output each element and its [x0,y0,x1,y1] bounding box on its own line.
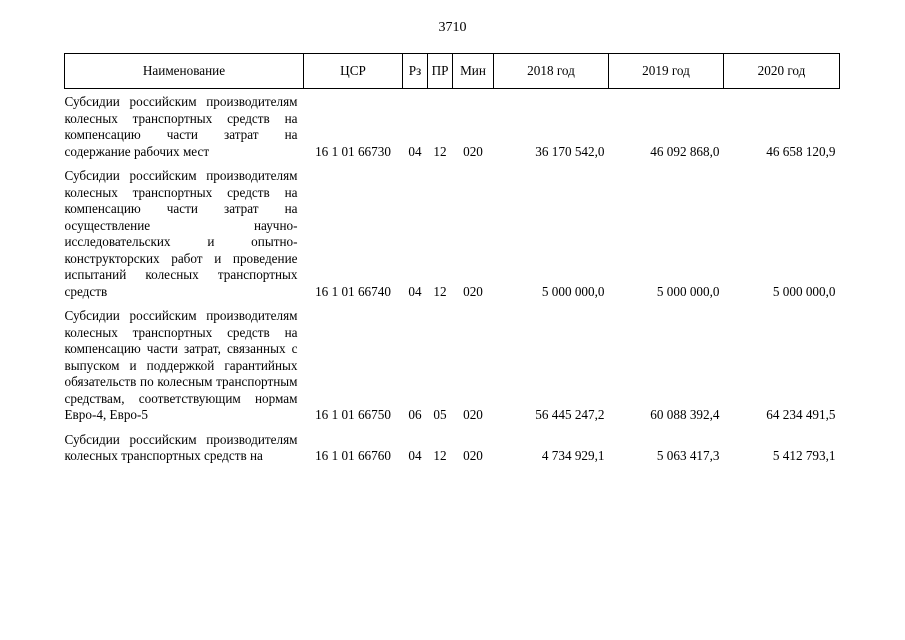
row-pr: 12 [433,448,447,463]
table-row [65,432,840,465]
table-row [65,94,840,160]
row-pr: 12 [433,143,447,159]
row-2019: 5 000 000,0 [656,283,720,299]
row-csr: 16 1 01 66760 [315,448,391,463]
row-rz: 04 [408,448,422,463]
header-name: Наименование [65,54,304,89]
row-csr: 16 1 01 66740 [315,283,391,299]
row-min: 020 [463,407,483,422]
row-name: Субсидии российским производителям колесных транспортных средств на компенсацию части затрат на содержание рабочих мест [64,94,298,159]
table-header-row [65,54,840,89]
table-row [65,308,840,424]
header-pr: ПР [428,54,453,89]
row-min: 020 [463,283,483,299]
row-csr: 16 1 01 66730 [315,143,391,159]
header-2018: 2018 год [494,54,609,89]
row-name: Субсидии российским производителям колесных транспортных средств на компенсацию части затрат, связанных с выпуском и поддержкой гарантийных обязательств по колесным транспортным средствам, соответствующим нормам Евро-4, Евро-5 [64,308,298,422]
page-number: 3710 [438,20,467,35]
row-2020: 5 412 793,1 [772,448,836,463]
header-csr: ЦСР [304,54,403,89]
row-min: 020 [463,143,483,159]
row-2019: 46 092 868,0 [650,143,720,159]
header-2020: 2020 год [724,54,840,89]
row-name: Субсидии российским производителям колесных транспортных средств на компенсацию части затрат на осуществление научно-исследовательских и опытно-конструкторских работ и проведение испытаний колесных транспортных средств [64,168,298,299]
row-2020: 64 234 491,5 [766,407,836,422]
budget-table [64,53,840,465]
row-rz: 04 [408,143,422,159]
row-rz: 06 [408,407,422,422]
row-2018: 4 734 929,1 [541,448,605,463]
row-pr: 12 [433,283,447,299]
row-2018: 36 170 542,0 [535,143,605,159]
row-min: 020 [463,448,483,463]
header-min: Мин [453,54,494,89]
row-rz: 04 [408,283,422,299]
table-row [65,168,840,300]
row-2019: 60 088 392,4 [650,407,720,422]
header-2019: 2019 год [609,54,724,89]
row-pr: 05 [433,407,447,422]
row-2018: 5 000 000,0 [541,283,605,299]
row-2020: 5 000 000,0 [772,283,836,299]
row-name: Субсидии российским производителям колесных транспортных средств на [64,431,298,463]
row-csr: 16 1 01 66750 [315,407,391,422]
row-2018: 56 445 247,2 [535,407,605,422]
header-rz: Рз [403,54,428,89]
row-2019: 5 063 417,3 [656,448,720,463]
row-2020: 46 658 120,9 [766,143,836,159]
